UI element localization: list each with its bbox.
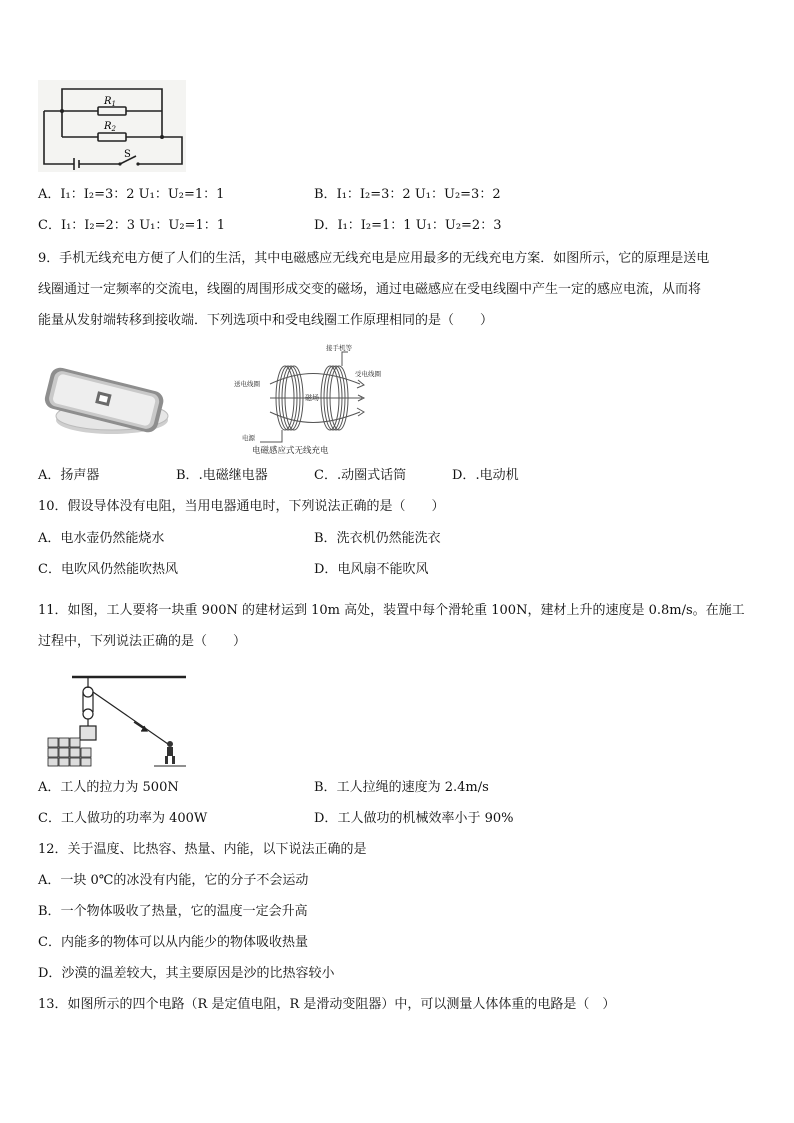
- q11-option-d: D．工人做功的机械效率小于 90%: [314, 811, 514, 826]
- receive-coil-label: 受电线圈: [355, 370, 381, 378]
- q10-stem: 10．假设导体没有电阻，当用电器通电时，下列说法正确的是（ ）: [38, 499, 445, 514]
- parallel-circuit-figure: [38, 80, 186, 172]
- receive-device-label: 接手机等: [326, 344, 352, 352]
- q10-option-c: C．电吹风仍然能吹热风: [38, 562, 178, 577]
- r2-label: $R_2$: [104, 121, 116, 133]
- q12-stem: 12．关于温度、比热容、热量、内能，以下说法正确的是: [38, 842, 367, 857]
- q8-option-b: B．I₁：I₂=3：2 U₁：U₂=3：2: [314, 187, 501, 202]
- q9-option-a: A．扬声器: [38, 468, 100, 483]
- q10-option-d: D．电风扇不能吹风: [314, 562, 429, 577]
- worker-icon: [165, 741, 175, 764]
- q10-option-b: B．洗衣机仍然能洗衣: [314, 531, 441, 546]
- figure-caption: 电磁感应式无线充电: [252, 446, 329, 456]
- q9-option-b: B．.电磁继电器: [176, 468, 268, 483]
- pulley-system-figure: [44, 672, 190, 768]
- q12-option-d: D．沙漠的温差较大，其主要原因是沙的比热容较小: [38, 966, 335, 981]
- q11-stem-line-1: 11．如图，工人要将一块重 900N 的建材运到 10m 高处，装置中每个滑轮重 100N，建材上升的速度是 0.8m/s。在施工: [38, 603, 745, 618]
- r1-label: $R_1$: [104, 96, 116, 108]
- q11-option-c: C．工人做功的功率为 400W: [38, 811, 208, 826]
- q12-option-b: B．一个物体吸收了热量，它的温度一定会升高: [38, 904, 308, 919]
- phone-charging-pad-image: [40, 360, 170, 440]
- power-source-label: 电源: [242, 434, 255, 442]
- q11-option-a: A．工人的拉力为 500N: [38, 780, 179, 795]
- q12-option-c: C．内能多的物体可以从内能少的物体吸收热量: [38, 935, 308, 950]
- q11-stem-line-2: 过程中，下列说法正确的是（ ）: [38, 634, 247, 649]
- magnetic-field-label: 磁场: [305, 394, 319, 402]
- q9-stem-line-1: 9．手机无线充电方便了人们的生活，其中电磁感应无线充电是应用最多的无线充电方案．如图所示，它的原理是送电: [38, 251, 710, 266]
- q9-option-d: D．.电动机: [452, 468, 519, 483]
- q9-option-c: C．.动圈式话筒: [314, 468, 407, 483]
- q8-option-c: C．I₁：I₂=2：3 U₁：U₂=1：1: [38, 218, 225, 233]
- q10-option-a: A．电水壶仍然能烧水: [38, 531, 165, 546]
- q9-stem-line-3: 能量从发射端转移到接收端．下列选项中和受电线圈工作原理相同的是（ ）: [38, 313, 494, 328]
- q13-stem: 13．如图所示的四个电路（R 是定值电阻，R 是滑动变阻器）中，可以测量人体体重的电路是（ ）: [38, 997, 616, 1012]
- wireless-charging-coils-figure: [230, 340, 390, 458]
- transmit-coil-label: 送电线圈: [234, 380, 260, 388]
- switch-label: S: [124, 149, 131, 160]
- q12-option-a: A．一块 0℃的冰没有内能，它的分子不会运动: [38, 873, 309, 888]
- q8-option-a: A．I₁：I₂=3：2 U₁：U₂=1：1: [38, 187, 225, 202]
- q8-option-d: D．I₁：I₂=1：1 U₁：U₂=2：3: [314, 218, 502, 233]
- q11-option-b: B．工人拉绳的速度为 2.4m/s: [314, 780, 489, 795]
- q9-stem-line-2: 线圈通过一定频率的交流电，线圈的周围形成交变的磁场，通过电磁感应在受电线圈中产生一定的感应电流，从而将: [38, 282, 702, 297]
